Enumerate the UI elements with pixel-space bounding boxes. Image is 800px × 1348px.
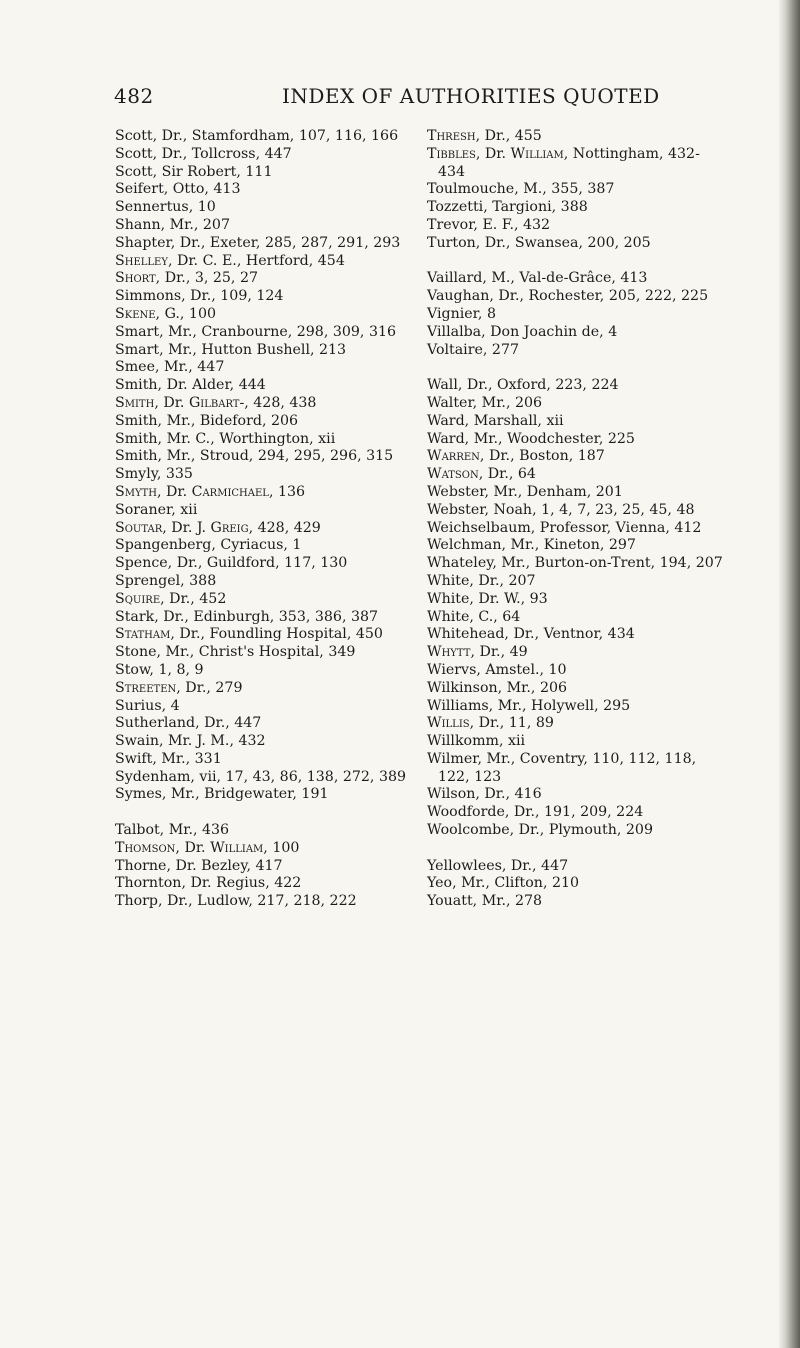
- entry-references: , 447: [225, 715, 262, 732]
- entry-references: , Worthington, xii: [210, 430, 336, 447]
- entry-references: , Rochester, 205, 222, 225: [519, 288, 709, 305]
- index-entry: [427, 804, 779, 822]
- entry-name: Short: [115, 270, 156, 287]
- entry-name: Smith, Mr. C.: [115, 430, 211, 447]
- entry-name: , Dr.: [170, 626, 201, 643]
- entry-references: , 279: [206, 679, 243, 696]
- index-entry: [115, 466, 415, 484]
- index-entry: [115, 520, 415, 538]
- entry-name: Wall, Dr.: [427, 377, 489, 394]
- index-entry: [115, 840, 415, 858]
- entry-references: , Swansea, 200, 205: [505, 234, 651, 251]
- entry-name: , Dr.: [475, 128, 506, 144]
- entry-references: , xii: [171, 501, 198, 518]
- entry-name: Stow: [115, 661, 150, 678]
- entry-references: , 422: [265, 875, 302, 892]
- index-entry: [115, 769, 415, 787]
- entry-name: Swift, Mr.: [115, 750, 186, 767]
- entry-references: , 388: [551, 199, 588, 216]
- entry-name: , Dr.: [175, 839, 211, 856]
- entry-references: , 428, 429: [248, 519, 321, 536]
- entry-references: , 355, 387: [542, 181, 615, 198]
- entry-name: Symes, Mr.: [115, 786, 196, 803]
- index-entry: [115, 698, 415, 716]
- entry-references: , 278: [505, 893, 543, 910]
- entry-name: Squire: [115, 590, 161, 607]
- entry-references: , 444: [229, 377, 266, 394]
- entry-references: , 277: [482, 341, 520, 358]
- entry-name: Woodforde, Dr.: [427, 804, 535, 821]
- entry-references: , 1, 8, 9: [149, 661, 204, 678]
- index-entry: [427, 769, 779, 787]
- entry-references: , 432: [229, 733, 266, 750]
- entry-name: Walter, Mr.: [427, 394, 506, 411]
- entry-name: Seifert, Otto: [115, 181, 205, 198]
- entry-name: , Dr.: [176, 679, 207, 696]
- index-entry: [115, 858, 415, 876]
- entry-references: , 136: [268, 483, 306, 500]
- entry-name: Vignier: [427, 305, 478, 322]
- index-entry: [427, 181, 779, 199]
- index-entry: [427, 591, 779, 609]
- index-entry: [115, 413, 415, 431]
- entry-references: , Val-de-Grâce, 413: [510, 270, 648, 287]
- entry-references: , Kineton, 297: [534, 537, 636, 554]
- entry-references: , 416: [505, 786, 542, 803]
- page-edge-shadow: [778, 0, 800, 1348]
- entry-name: Scott, Dr.: [115, 145, 183, 162]
- index-entry: [427, 377, 779, 395]
- index-entry: [115, 644, 415, 662]
- entry-name: Wilmer, Mr.: [427, 750, 511, 767]
- entry-references: 122, 123: [438, 768, 502, 785]
- entry-name: Whateley, Mr.: [427, 555, 526, 572]
- entry-name: Shelley: [115, 252, 168, 269]
- index-entry: [427, 662, 779, 680]
- entry-name: , Dr.: [469, 715, 500, 732]
- entry-name: Tibbles: [427, 145, 476, 162]
- index-entry: [427, 520, 779, 538]
- entry-name: Vaughan, Dr.: [427, 288, 520, 305]
- index-entry: [115, 164, 415, 182]
- entry-name: Thornton, Dr. Regius: [115, 875, 266, 892]
- entry-references: , Guildford, 117, 130: [197, 555, 348, 572]
- entry-name: Toulmouche, M.: [427, 181, 543, 198]
- entry-name: Sydenham: [115, 768, 191, 785]
- entry-name: Turton, Dr.: [427, 234, 506, 251]
- index-entry: [115, 484, 415, 502]
- index-entry: [427, 484, 779, 502]
- entry-references: , 109, 124: [211, 288, 284, 305]
- entry-references: , Plymouth, 209: [539, 822, 653, 839]
- entry-name: Smyth: [115, 483, 157, 500]
- index-entry: [115, 537, 415, 555]
- entry-references: , 206: [530, 679, 568, 696]
- entry-name: , Dr.: [155, 270, 186, 287]
- index-column-right: [427, 128, 779, 911]
- index-entry: [115, 342, 415, 360]
- entry-name: Welchman, Mr.: [427, 537, 535, 554]
- index-entry: [427, 306, 779, 324]
- entry-name: , Dr. J.: [162, 519, 211, 536]
- entry-name: Stone, Mr.: [115, 644, 190, 661]
- entry-name: , Dr.: [478, 466, 509, 483]
- entry-name: Trevor, E. F.: [427, 216, 514, 233]
- entry-name: William: [510, 145, 564, 162]
- entry-name: Sennertus: [115, 199, 189, 216]
- entry-references: , 64: [508, 466, 536, 483]
- entry-name: , G.: [155, 305, 180, 322]
- entry-references: , 191, 209, 224: [534, 804, 644, 821]
- index-entry: [427, 395, 779, 413]
- index-entry: [427, 555, 779, 573]
- entry-name: Statham: [115, 626, 171, 643]
- entry-references: , Ventnor, 434: [534, 626, 635, 643]
- entry-name: Smee, Mr.: [115, 359, 189, 376]
- entry-references: , 11, 89: [499, 715, 554, 732]
- index-entry: [427, 715, 779, 733]
- entry-references: , 93: [520, 590, 548, 607]
- index-entry: [115, 324, 415, 342]
- index-entry: [115, 359, 415, 377]
- entry-references: , Stamfordham, 107, 116, 166: [182, 128, 399, 144]
- entry-references: , Exeter, 285, 287, 291, 293: [200, 234, 401, 251]
- entry-name: Swain, Mr. J. M.: [115, 733, 230, 750]
- entry-name: White, Dr. W.: [427, 590, 521, 607]
- entry-name: Smart, Mr.: [115, 323, 193, 340]
- entry-name: Sprengel: [115, 572, 181, 589]
- entry-references: , Holywell, 295: [521, 697, 631, 714]
- entry-references: , 111: [236, 163, 273, 180]
- entry-name: , Dr.: [479, 448, 511, 465]
- entry-name: Shapter, Dr.: [115, 234, 201, 251]
- entry-references: , xii: [537, 412, 564, 429]
- entry-name: Voltaire: [427, 341, 483, 358]
- entry-name: Smith, Mr.: [115, 448, 191, 465]
- index-entry: [115, 573, 415, 591]
- index-entry: [115, 253, 415, 271]
- entry-references: , vii, 17, 43, 86, 138, 272, 389: [190, 768, 407, 785]
- entry-references: , Bideford, 206: [190, 412, 299, 429]
- index-entry: [427, 324, 779, 342]
- index-entry: [427, 698, 779, 716]
- running-title: INDEX OF AUTHORITIES QUOTED: [282, 84, 660, 108]
- index-entry: [427, 235, 779, 253]
- index-entry: [427, 786, 779, 804]
- entry-references: , 206: [505, 394, 543, 411]
- entry-references: , Stroud, 294, 295, 296, 315: [190, 448, 394, 465]
- entry-references: , Woodchester, 225: [497, 430, 635, 447]
- entry-references: , Clifton, 210: [485, 875, 580, 892]
- entry-name: Webster, Mr.: [427, 483, 518, 500]
- index-entry: [115, 181, 415, 199]
- entry-references: , 3, 25, 27: [185, 270, 259, 287]
- entry-references: , 10: [539, 661, 567, 678]
- entry-references: , Nottingham, 432-: [563, 145, 700, 162]
- entry-name: Williams, Mr.: [427, 697, 522, 714]
- index-column-left: [115, 128, 415, 911]
- entry-references: , 455: [505, 128, 542, 144]
- entry-references: , Tollcross, 447: [182, 145, 292, 162]
- entry-name: Youatt, Mr.: [427, 893, 506, 910]
- entry-references: , 207: [193, 216, 230, 233]
- entry-references: , Bridgewater, 191: [195, 786, 329, 803]
- entry-references: , xii: [499, 733, 526, 750]
- entry-name: Smith, Mr.: [115, 412, 191, 429]
- entry-name: White, Dr.: [427, 572, 500, 589]
- entry-name: Talbot, Mr.: [115, 822, 193, 839]
- entry-name: Thomson: [115, 839, 176, 856]
- entry-references: , Hutton Bushell, 213: [192, 341, 347, 358]
- index-entry: [115, 235, 415, 253]
- index-entry: [115, 680, 415, 698]
- entry-name: Watson: [427, 466, 479, 483]
- entry-references: , 331: [185, 750, 222, 767]
- entry-references: , 447: [532, 857, 569, 874]
- entry-references: , 100: [179, 305, 217, 322]
- index-entry: [427, 342, 779, 360]
- entry-references: , 10: [188, 199, 216, 216]
- index-entry: [115, 786, 415, 804]
- index-entry: [115, 199, 415, 217]
- entry-name: Skene: [115, 305, 156, 322]
- entry-references: , Coventry, 110, 112, 118,: [510, 750, 697, 767]
- index-entry: [115, 555, 415, 573]
- entry-name: Yeo, Mr.: [427, 875, 486, 892]
- index-entry: [115, 395, 415, 413]
- entry-name: Wilkinson, Mr.: [427, 679, 531, 696]
- entry-name: Wiervs, Amstel.: [427, 661, 540, 678]
- page-header: [80, 84, 760, 114]
- entry-name: Stark, Dr.: [115, 608, 185, 625]
- index-entry: [427, 288, 779, 306]
- index-entry: [427, 146, 779, 164]
- entry-name: White, C.: [427, 608, 494, 625]
- index-entry: [115, 502, 415, 520]
- entry-name: Soraner: [115, 501, 172, 518]
- index-entry: [427, 128, 779, 146]
- index-entry: [115, 733, 415, 751]
- index-entry: [115, 893, 415, 911]
- entry-name: Ward, Marshall: [427, 412, 538, 429]
- index-entry: [427, 858, 779, 876]
- entry-references: , 1, 4, 7, 23, 25, 45, 48: [532, 501, 695, 518]
- entry-name: Thresh: [427, 128, 476, 144]
- entry-references: , 1: [283, 537, 302, 554]
- entry-references: , Hertford, 454: [236, 252, 345, 269]
- entry-name: Gilbart-: [188, 394, 245, 411]
- entry-references: , 100: [263, 839, 300, 856]
- entry-references: , Cranbourne, 298, 309, 316: [192, 323, 397, 340]
- index-entry: [427, 448, 779, 466]
- index-entry: [427, 680, 779, 698]
- entry-name: Wilson, Dr.: [427, 786, 506, 803]
- page-number: 482: [114, 84, 154, 108]
- entry-references: , 417: [246, 857, 283, 874]
- entry-name: Streeten: [115, 679, 177, 696]
- entry-references: , 8: [477, 305, 496, 322]
- entry-references: , Edinburgh, 353, 386, 387: [184, 608, 379, 625]
- entry-name: , Dr.: [475, 145, 511, 162]
- index-entry: [115, 128, 415, 146]
- entry-references: , Burton-on-Trent, 194, 207: [525, 555, 723, 572]
- entry-references: , 335: [156, 466, 193, 483]
- entry-references: , Ludlow, 217, 218, 222: [188, 893, 357, 910]
- index-entry: [427, 270, 779, 288]
- entry-name: Surius: [115, 697, 162, 714]
- index-entry: [427, 502, 779, 520]
- index-entry: [115, 609, 415, 627]
- entry-references: , 452: [190, 590, 227, 607]
- entry-references: , Boston, 187: [510, 448, 605, 465]
- entry-name: , Dr.: [160, 590, 191, 607]
- index-entry: [115, 288, 415, 306]
- entry-references: , Christ's Hospital, 349: [189, 644, 356, 661]
- entry-references: , Denham, 201: [517, 483, 623, 500]
- index-entry: [427, 893, 779, 911]
- index-entry: [427, 217, 779, 235]
- index-entry: [427, 733, 779, 751]
- entry-name: Smith, Dr. Alder: [115, 377, 230, 394]
- index-entry: [115, 431, 415, 449]
- index-entry: [427, 751, 779, 769]
- index-entry: [115, 591, 415, 609]
- index-entry: [115, 822, 415, 840]
- entry-name: Whytt: [427, 644, 471, 661]
- entry-name: , Dr.: [156, 483, 192, 500]
- entry-name: Smyly: [115, 466, 157, 483]
- index-entry: [427, 609, 779, 627]
- index-entry: [427, 466, 779, 484]
- entry-references: , 4: [599, 323, 618, 340]
- entry-name: Smith: [115, 394, 155, 411]
- index-entry: [427, 822, 779, 840]
- index-entry: [115, 377, 415, 395]
- entry-references: , 413: [204, 181, 241, 198]
- index-entry: [115, 662, 415, 680]
- entry-references: , Foundling Hospital, 450: [200, 626, 383, 643]
- entry-name: Willis: [427, 715, 470, 732]
- entry-name: Yellowlees, Dr.: [427, 857, 533, 874]
- entry-name: Sutherland, Dr.: [115, 715, 226, 732]
- entry-name: Webster, Noah: [427, 501, 533, 518]
- entry-references: , 428, 438: [244, 394, 317, 411]
- entry-name: , Dr.: [470, 644, 501, 661]
- entry-references: , 64: [493, 608, 521, 625]
- index-entry: [427, 644, 779, 662]
- entry-name: Vaillard, M.: [427, 270, 511, 287]
- entry-name: , Dr.: [154, 394, 189, 411]
- entry-name: Scott, Dr.: [115, 128, 183, 144]
- entry-references: , 49: [500, 644, 528, 661]
- index-entry: [115, 751, 415, 769]
- entry-name: Willkomm: [427, 733, 499, 750]
- index-entry: [427, 164, 779, 182]
- index-entry: [427, 875, 779, 893]
- index-entry: [427, 573, 779, 591]
- entry-name: Weichselbaum, Professor: [427, 519, 607, 536]
- entry-references: 434: [438, 163, 466, 180]
- entry-references: , 447: [188, 359, 225, 376]
- entry-name: Greig: [210, 519, 249, 536]
- entry-name: Warren: [427, 448, 480, 465]
- entry-name: Soutar: [115, 519, 163, 536]
- entry-name: William: [210, 839, 264, 856]
- index-entry: [427, 199, 779, 217]
- index-entry: [115, 715, 415, 733]
- entry-references: , Vienna, 412: [606, 519, 702, 536]
- index-entry: [115, 875, 415, 893]
- index-entry: [427, 413, 779, 431]
- index-entry: [115, 217, 415, 235]
- entry-name: Simmons, Dr.: [115, 288, 212, 305]
- entry-name: Spence, Dr.: [115, 555, 198, 572]
- entry-name: Ward, Mr.: [427, 430, 498, 447]
- index-entry: [115, 448, 415, 466]
- index-entry: [427, 431, 779, 449]
- entry-name: Villalba, Don Joachin de: [427, 323, 600, 340]
- entry-name: Whitehead, Dr.: [427, 626, 535, 643]
- entry-references: , 432: [513, 216, 551, 233]
- entry-name: Shann, Mr.: [115, 216, 194, 233]
- index-entry: [115, 626, 415, 644]
- index-entry: [427, 626, 779, 644]
- entry-name: Carmichael: [191, 483, 269, 500]
- entry-references: , 388: [180, 572, 217, 589]
- entry-references: , 4: [161, 697, 180, 714]
- entry-name: Thorp, Dr.: [115, 893, 189, 910]
- entry-name: Scott, Sir Robert: [115, 163, 237, 180]
- entry-name: Spangenberg, Cyriacus: [115, 537, 284, 554]
- entry-name: Woolcombe, Dr.: [427, 822, 540, 839]
- entry-references: , 207: [499, 572, 536, 589]
- entry-references: , Oxford, 223, 224: [488, 377, 619, 394]
- entry-name: Smart, Mr.: [115, 341, 193, 358]
- entry-name: , Dr. C. E.: [167, 252, 237, 269]
- entry-name: Thorne, Dr. Bezley: [115, 857, 247, 874]
- entry-name: Tozzetti, Targioni: [427, 199, 552, 216]
- index-entry: [115, 270, 415, 288]
- index-entry: [427, 537, 779, 555]
- entry-references: , 436: [192, 822, 230, 839]
- index-entry: [115, 306, 415, 324]
- index-entry: [115, 146, 415, 164]
